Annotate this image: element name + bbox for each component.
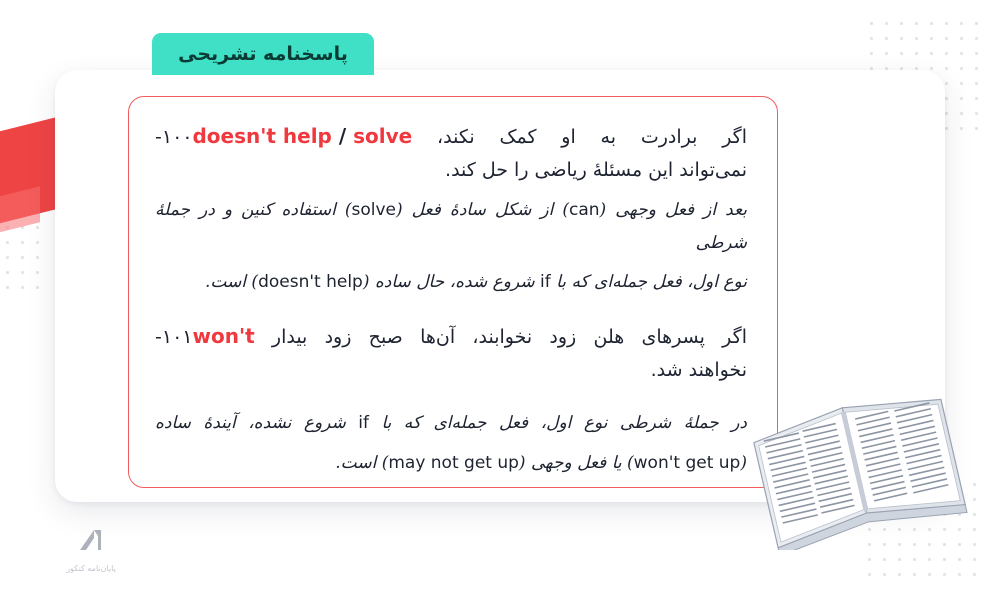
question-item-100 [155, 119, 747, 299]
question-100-answer-right: solve [353, 124, 413, 148]
question-item-101 [155, 319, 747, 480]
logo-icon [74, 524, 108, 558]
watermark-text: پایان‌نامه کنکور [66, 564, 116, 573]
red-ribbon-decoration-secondary [0, 186, 40, 259]
explanatory-answer-key-tag [152, 33, 374, 75]
tag-label: پاسخنامه تشریحی [178, 43, 348, 65]
question-100-answer [192, 119, 412, 154]
question-100-answer-slash: / [338, 124, 347, 148]
open-book-illustration [748, 382, 984, 550]
note-101-b: شروع نشده، آیندۀ ساده [155, 413, 359, 434]
question-101-line-1 [155, 319, 747, 354]
note-100-en3: if [540, 271, 551, 292]
note-101-en1: if [358, 413, 369, 434]
question-100-text-line-1: اگر برادرت به او کمک نکند، [437, 126, 747, 148]
question-101-line-2 [155, 354, 747, 387]
note-100-f: ) است. [204, 271, 259, 292]
answers-container [128, 96, 778, 488]
watermark-logo [48, 524, 134, 580]
note-100-e: شروع شده، حال ساده ( [362, 271, 540, 292]
question-100-number: ۱۰۰- [155, 126, 193, 148]
note-100-en4: doesn't help [258, 271, 363, 292]
note-101-en2: won't get up [633, 452, 741, 473]
question-100-note-line-1 [155, 194, 747, 260]
question-100-line-1 [155, 119, 747, 154]
note-100-en1: can [568, 199, 600, 220]
question-divider-space [155, 305, 747, 319]
note-101-e: ) است. [335, 452, 389, 473]
question-100-text-line-2: نمی‌تواند این مسئلهٔ ریاضی را حل کند. [445, 159, 747, 182]
note-100-d: نوع اول، فعل جمله‌ای که با [550, 271, 747, 292]
question-100-line-2 [155, 154, 747, 187]
question-101-number: ۱۰۱- [155, 325, 193, 348]
question-101-text-line-2: نخواهند شد. [650, 359, 747, 382]
note-101-d: ) یا فعل وجهی ( [518, 452, 634, 473]
question-101-answer: won't [192, 323, 255, 348]
note-100-b: ) از شکل سادۀ فعل ( [396, 199, 569, 220]
question-101-note-line-1 [155, 407, 747, 440]
note-100-en2: solve [351, 199, 397, 220]
note-101-en3: may not get up [388, 452, 519, 473]
question-101-note-line-2 [155, 447, 747, 480]
note-100-c: ) استفاده کنین و در جملۀ شرطی [155, 199, 747, 253]
note-101-c: ( [740, 452, 747, 473]
question-100-note-line-2 [155, 266, 747, 299]
question-100-answer-left: doesn't help [192, 124, 332, 148]
question-101-text-line-1: اگر پسرهای هلن زود نخوابند، آن‌ها صبح زود بیدار [271, 325, 747, 348]
note-101-a: در جملۀ شرطی نوع اول، فعل جمله‌ای که با [369, 413, 747, 434]
note-100-a: بعد از فعل وجهی ( [599, 199, 747, 220]
note-space-101 [155, 387, 747, 401]
